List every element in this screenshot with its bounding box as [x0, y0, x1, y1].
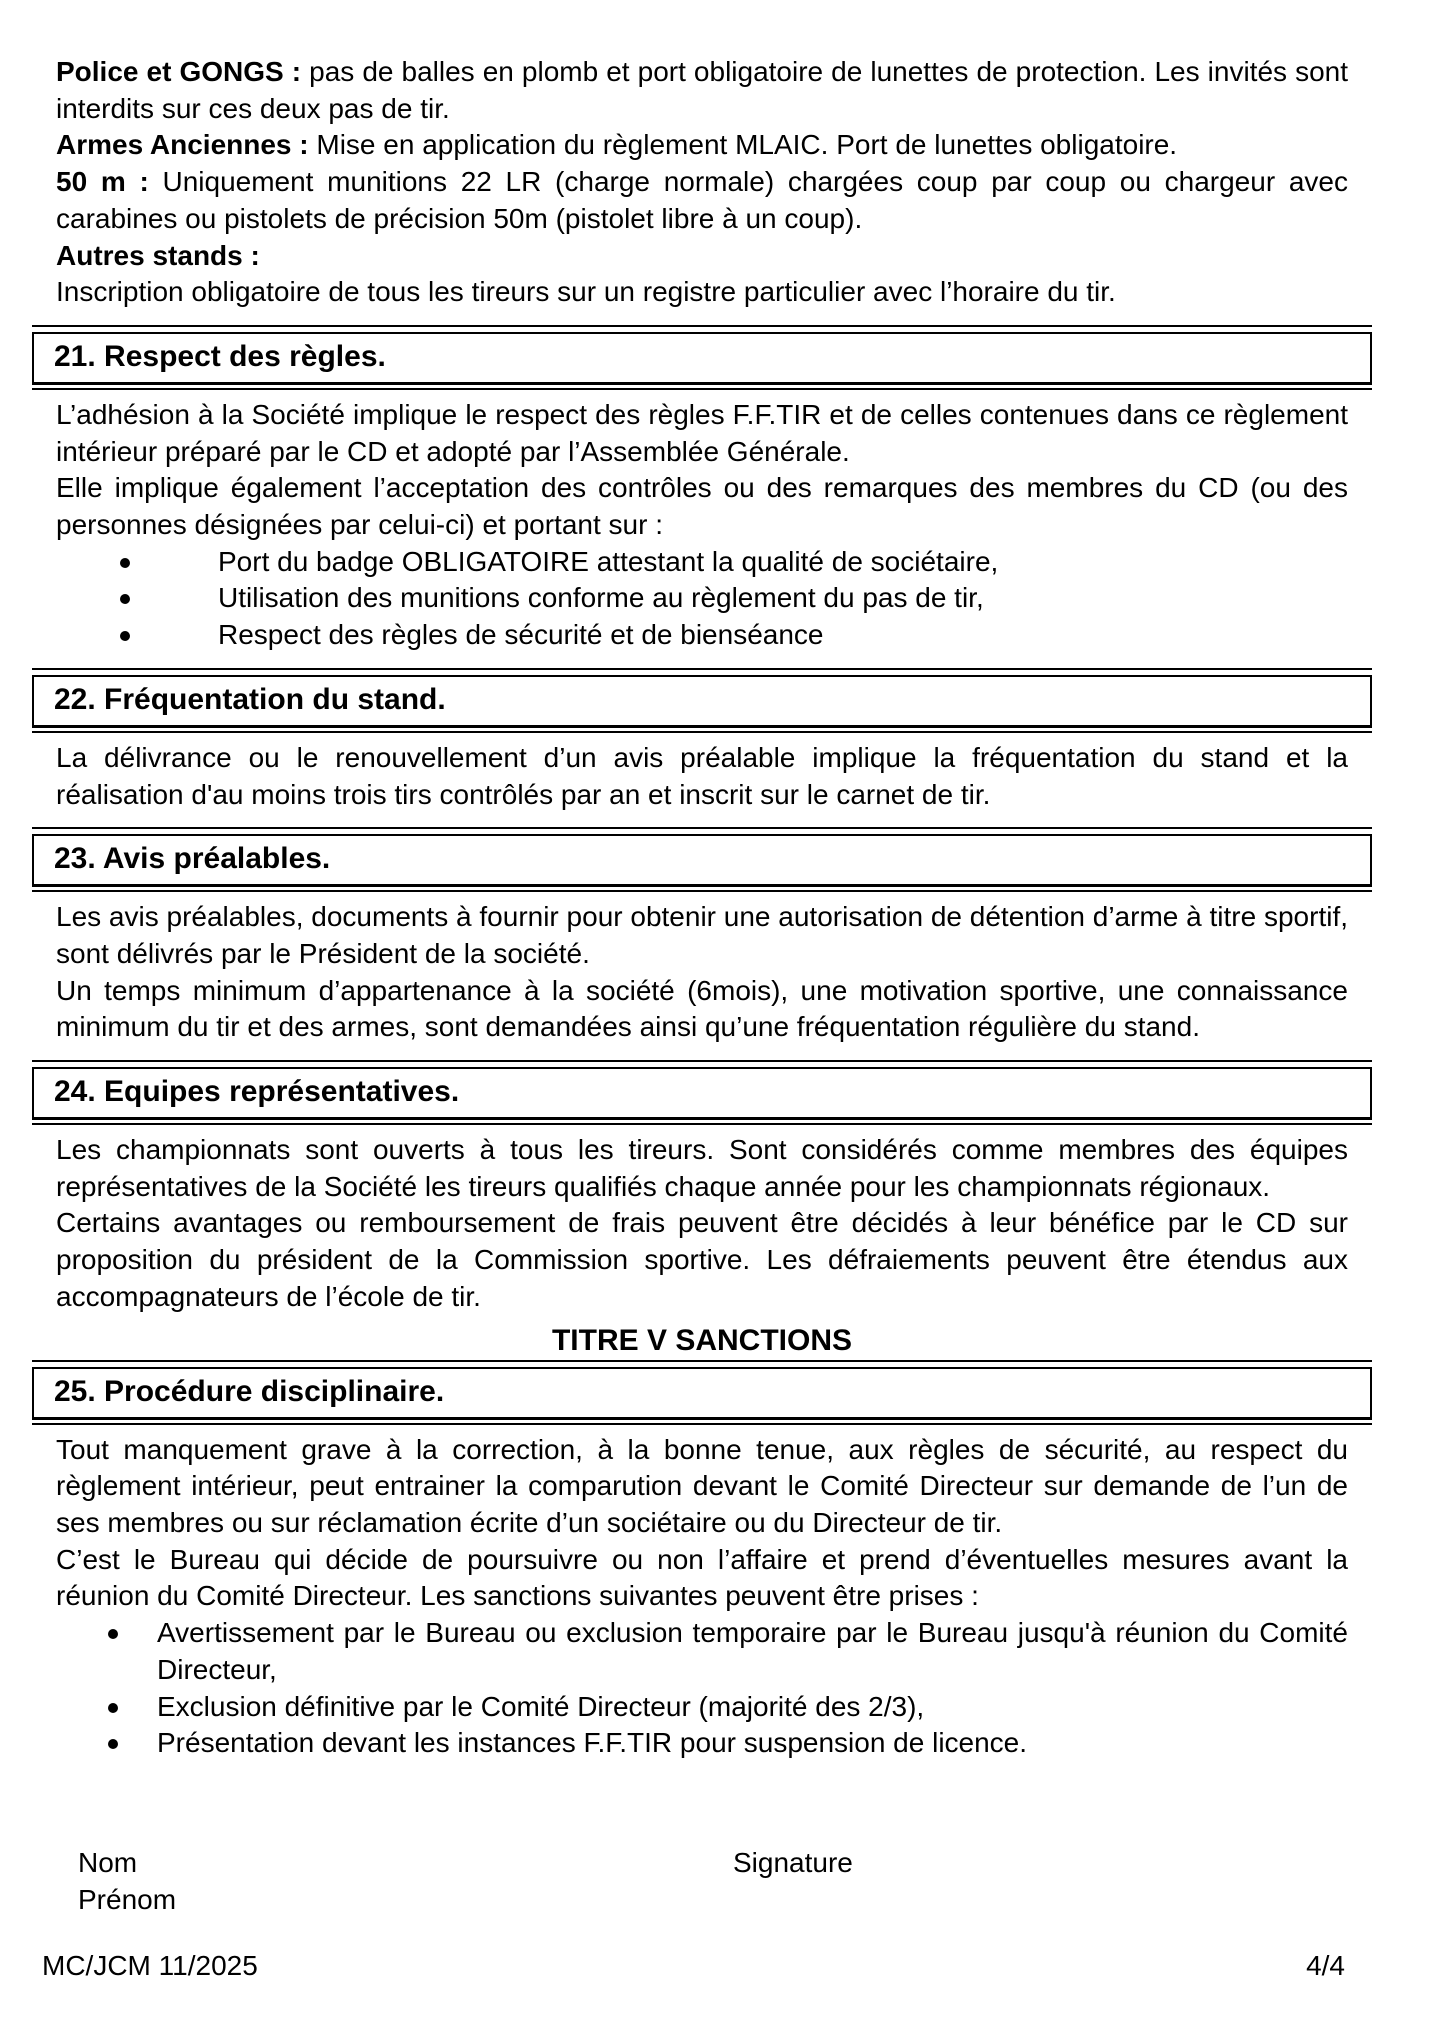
intro-run-bold: Armes Anciennes :	[56, 129, 309, 161]
bullet-item	[56, 617, 1348, 654]
section-24-paragraph: Les championnats sont ouverts à tous les tireurs. Sont considérés comme membres des équipes représentatives de la Société les tireurs qualifiés chaque année pour les championnats régionaux.	[56, 1134, 1348, 1202]
section-25-paragraph: C’est le Bureau qui décide de poursuivre ou non l’affaire et prend d’éventuelles mesures avant la réunion du Comité Directeur. Les sanctions suivantes peuvent être prises :	[56, 1543, 1348, 1612]
section-21-paragraph: Elle implique également l’acceptation des contrôles ou des remarques des membres du CD (ou des personnes désignées par celui-ci) et portant sur :	[56, 472, 1348, 541]
section-25-bullet-list	[56, 1615, 1348, 1762]
intro-run-text: pas de balles en plomb et port obligatoire de lunettes de protection. Les invités sont interdits sur ces deux pas de tir.	[56, 56, 1348, 124]
section-22-heading: 22. Fréquentation du stand.	[54, 682, 446, 716]
bullet-text: Respect des règles de sécurité et de bienséance	[218, 619, 824, 651]
section-24-heading-box	[32, 1067, 1372, 1120]
prenom-label: Prénom	[78, 1883, 177, 1915]
section-23-heading: 23. Avis préalables.	[54, 842, 331, 876]
page-footer	[42, 1948, 1345, 1985]
bullet-icon	[108, 1739, 118, 1749]
bullet-text: Port du badge OBLIGATOIRE attestant la qualité de sociétaire,	[218, 545, 999, 577]
bullet-item	[56, 1615, 1348, 1688]
bullet-item	[56, 1689, 1348, 1726]
nom-label: Nom	[78, 1847, 138, 1878]
bullet-icon	[108, 1629, 118, 1639]
section-21-heading: 21. Respect des règles.	[54, 339, 386, 373]
intro-paragraph	[56, 238, 1348, 275]
bullet-item	[56, 544, 1348, 581]
section-25-paragraph: Tout manquement grave à la correction, à la bonne tenue, aux règles de sécurité, au respect du règlement intérieur, peut entrainer la comparution devant le Comité Directeur sur demande de l’un de ses membres ou sur réclamation écrite d’un sociétaire ou du Directeur de tir.	[56, 1433, 1348, 1538]
section-24-heading: 24. Equipes représentatives.	[54, 1075, 460, 1109]
section-22-paragraph: La délivrance ou le renouvellement d’un avis préalable implique la fréquentation du stand et la réalisation d'au moins trois tirs contrôlés par an et inscrit sur le carnet de tir.	[56, 741, 1348, 810]
section-21-paragraph: L’adhésion à la Société implique le respect des règles F.F.TIR et de celles contenues dans ce règlement intérieur préparé par le CD et adopté par l’Assemblée Générale.	[56, 398, 1348, 467]
intro-paragraph	[56, 127, 1348, 164]
footer-page-number: 4/4	[1306, 1950, 1345, 1981]
bullet-text: Présentation devant les instances F.F.TIR pour suspension de licence.	[157, 1727, 1028, 1759]
intro-run-bold: Police et GONGS :	[56, 56, 302, 87]
bullet-icon	[120, 631, 130, 641]
section-21-bullet-list	[56, 544, 1348, 654]
bullet-text: Exclusion définitive par le Comité Directeur (majorité des 2/3),	[157, 1690, 925, 1722]
intro-run-bold: 50 m :	[56, 166, 149, 198]
bullet-text: Utilisation des munitions conforme au règlement du pas de tir,	[218, 582, 984, 614]
section-24-paragraph: Certains avantages ou remboursement de frais peuvent être décidés à leur bénéfice par le CD sur proposition du président de la Commission sportive. Les défraiements peuvent être étendus aux accompagnateurs de l’école de tir.	[56, 1207, 1348, 1312]
bullet-text: Avertissement par le Bureau ou exclusion temporaire par le Bureau jusqu'à réunion du Comité Directeur,	[157, 1617, 1348, 1685]
section-21-heading-box	[32, 332, 1372, 385]
footer-doc-ref: MC/JCM 11/2025	[42, 1950, 258, 1981]
section-23-heading-box	[32, 834, 1372, 887]
bullet-item	[56, 1725, 1348, 1762]
bullet-icon	[108, 1703, 118, 1713]
signature-label: Signature	[733, 1847, 853, 1878]
intro-run-text: Uniquement munitions 22 LR (charge normale) chargées coup par coup ou chargeur avec carabines ou pistolets de précision 50m (pistolet libre à un coup).	[56, 166, 1348, 234]
section-23-paragraph: Les avis préalables, documents à fournir pour obtenir une autorisation de détention d’arme à titre sportif, sont délivrés par le Président de la société.	[56, 901, 1348, 969]
signature-block	[78, 1845, 176, 1918]
section-25-heading: 25. Procédure disciplinaire.	[54, 1374, 445, 1408]
bullet-item	[56, 580, 1348, 617]
intro-paragraph	[56, 274, 1348, 311]
bullet-icon	[120, 558, 130, 568]
intro-run-bold: Autres stands :	[56, 239, 260, 271]
intro-run-text: Inscription obligatoire de tous les tireurs sur un registre particulier avec l’horaire du tir.	[56, 276, 1116, 308]
titre-v-heading: TITRE V SANCTIONS	[551, 1323, 852, 1357]
section-23-paragraph: Un temps minimum d’appartenance à la société (6mois), une motivation sportive, une connaissance minimum du tir et des armes, sont demandées ainsi qu’une fréquentation régulière du stand.	[56, 974, 1348, 1043]
section-22-heading-box	[32, 675, 1372, 728]
section-25-heading-box	[32, 1367, 1372, 1420]
intro-run-text: Mise en application du règlement MLAIC. Port de lunettes obligatoire.	[308, 129, 1178, 161]
bullet-icon	[120, 594, 130, 604]
intro-paragraph	[56, 164, 1348, 237]
intro-paragraph	[56, 54, 1348, 127]
